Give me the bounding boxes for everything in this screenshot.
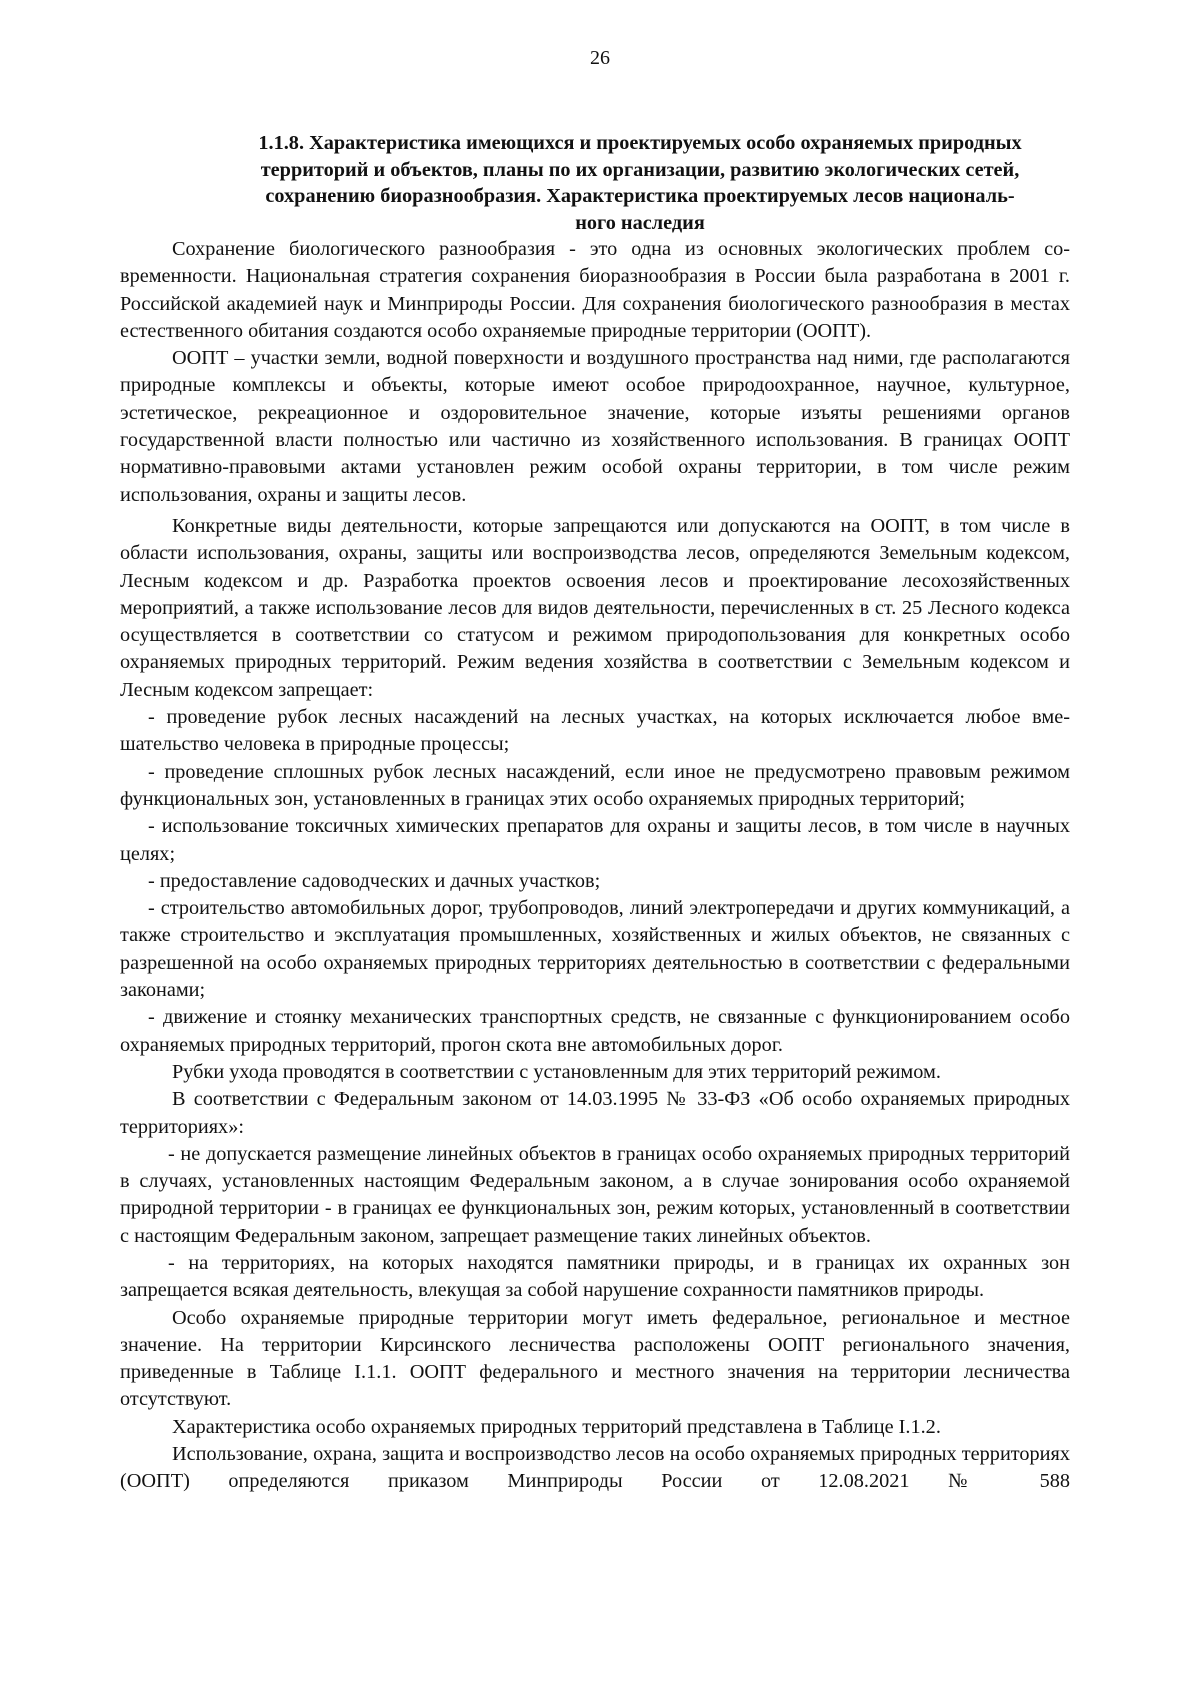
heading-line: сохранению биоразнообразия. Характеристика проектируемых лесов националь-: [265, 185, 1015, 207]
list-item-toxic-chemicals-ban: - использование токсичных химических препаратов для охраны и защиты лесов, в том числе в научных целях;: [120, 815, 1070, 865]
paragraph-order-reference: Использование, охрана, защита и воспроизводство лесов на особо охраняемых природных территориях (ООПТ) определяются приказом Минприроды России от 12.08.2021 № 588: [120, 1443, 1070, 1493]
list-item-vehicles-ban: - движение и стоянку механических транспортных средств, не связанные с функционированием особо охраняемых природных территорий, прогон скота вне автомобильных дорог.: [120, 1006, 1070, 1056]
heading-line: ного наследия: [575, 211, 705, 234]
paragraph-federal-law: В соответствии с Федеральным законом от 14.03.1995 № 33-ФЗ «Об особо охраняемых природных территориях»:: [120, 1088, 1070, 1138]
heading-line: 1.1.8. Характеристика имеющихся и проектируемых особо охраняемых природных: [258, 132, 1022, 154]
list-item-construction-ban: - строительство автомобильных дорог, трубопроводов, линий электропередачи и других коммуникаций, а также строительство и эксплуатация промышленных, хозяйственных и жилых объектов, не связанных с разрешенной на особо охраняемых природных территориях деятельностью в соответствии с федеральными законами;: [120, 897, 1070, 1002]
page-number: 26: [590, 47, 610, 69]
list-item-logging-ban: - проведение рубок лесных насаждений на лесных участках, на которых исключается любое вмешательство человека в природные процессы;: [120, 706, 1070, 756]
list-item-nature-monuments: - на территориях, на которых находятся памятники природы, и в границах их охранных зон запрещается всякая деятельность, влекущая за собой нарушение сохранности памятников природы.: [120, 1251, 1070, 1302]
paragraph-table-reference: Характеристика особо охраняемых природных территорий представлена в Таблице I.1.2.: [172, 1415, 941, 1438]
section-heading: [120, 130, 1070, 236]
list-item-linear-objects: - не допускается размещение линейных объектов в границах особо охраняемых природных территорий в случаях, установленных настоящим Федеральным законом, а в случае зонирования особо охраняемой природной территории - в границах ее функциональных зон, режим которых, установленный в соответствии с настоящим Федеральным законом, запрещает размещение таких линейных объектов.: [120, 1142, 1070, 1247]
paragraph-thinning: Рубки ухода проводятся в соответствии с установленным для этих территорий режимом.: [172, 1060, 941, 1083]
paragraph-significance: Особо охраняемые природные территории могут иметь федеральное, региональное и местное значение. На территории Кирсинского лесничества расположены ООПТ регионального значения, приведенные в Таблице I.1.1. ООПТ федерального и местного значения на территории лесничества отсутствуют.: [120, 1306, 1070, 1411]
list-item-clear-cutting-ban: - проведение сплошных рубок лесных насаждений, если иное не предусмотрено правовым режимом функциональных зон, установленных в границах этих особо охраняемых природных территорий;: [120, 760, 1070, 810]
heading-line: территорий и объектов, планы по их организации, развитию экологических сетей,: [260, 158, 1020, 181]
paragraph-biodiversity: Сохранение биологического разнообразия - это одна из основных экологических проблем современности. Национальная стратегия сохранения биоразнообразия в России была разработана в 2001 г. Российской академией наук и Минприроды России. Для сохранения биологического разнообразия в местах естественного обитания создаются особо охраняемые природные территории (ООПТ).: [120, 238, 1070, 342]
paragraph-activities: Конкретные виды деятельности, которые запрещаются или допускаются на ООПТ, в том числе в области использования, охраны, защиты или воспроизводства лесов, определяются Земельным кодексом, Лесным кодексом и др. Разработка проектов освоения лесов и проектирование лесохозяйственных мероприятий, а также использование лесов для видов деятельности, перечисленных в ст. 25 Лесного кодекса осуществляется в соответствии со статусом и режимом природопользования для конкретных особо охраняемых природных территорий. Режим ведения хозяйства в соответствии с Земельным кодексом и Лесным кодексом запрещает:: [120, 514, 1070, 701]
document-body: [120, 130, 1070, 1496]
list-item-garden-plots-ban: - предоставление садоводческих и дачных участков;: [148, 869, 601, 892]
paragraph-oopt-definition: ООПТ – участки земли, водной поверхности и воздушного пространства над ними, где располагаются природные комплексы и объекты, которые имеют особое природоохранное, научное, культурное, эстетическое, рекреационное и оздоровительное значение, которые изъяты решениями органов государственной власти полностью или частично из хозяйственного использования. В границах ООПТ нормативно-правовыми актами установлен режим особой охраны территории, в том числе режим использования, охраны и защиты лесов.: [120, 347, 1070, 506]
